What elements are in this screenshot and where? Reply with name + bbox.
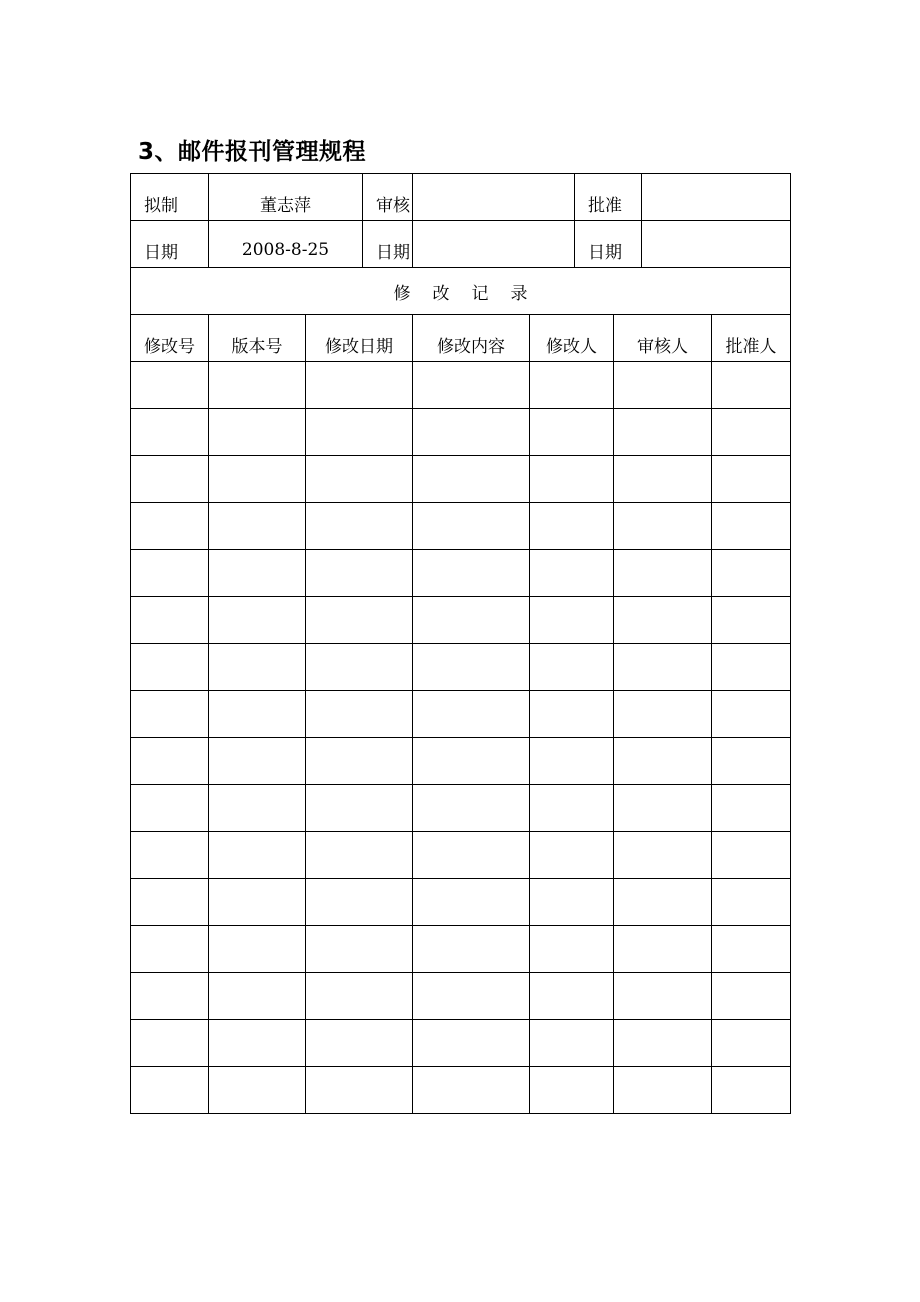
table-cell <box>413 644 530 691</box>
table-cell <box>413 926 530 973</box>
table-cell <box>131 691 209 738</box>
table-cell <box>712 926 791 973</box>
drafted-by-value: 董志萍 <box>209 174 363 221</box>
table-cell <box>306 1020 413 1067</box>
table-cell <box>614 1020 712 1067</box>
column-header: 修改人 <box>530 315 614 362</box>
column-header: 修改日期 <box>306 315 413 362</box>
table-cell <box>131 738 209 785</box>
table-cell <box>712 362 791 409</box>
table-cell <box>209 785 306 832</box>
table-cell <box>413 362 530 409</box>
table-cell <box>712 597 791 644</box>
drafted-label: 拟制 <box>131 174 209 221</box>
table-cell <box>131 550 209 597</box>
table-cell <box>306 879 413 926</box>
table-cell <box>306 597 413 644</box>
table-row <box>131 597 791 644</box>
table-cell <box>306 550 413 597</box>
table-cell <box>530 1067 614 1114</box>
table-cell <box>413 550 530 597</box>
table-cell <box>614 691 712 738</box>
table-cell <box>209 832 306 879</box>
table-row <box>131 879 791 926</box>
table-cell <box>712 738 791 785</box>
table-row <box>131 691 791 738</box>
table-cell <box>306 456 413 503</box>
table-cell <box>131 1067 209 1114</box>
table-cell <box>131 362 209 409</box>
table-cell <box>131 644 209 691</box>
column-header: 批准人 <box>712 315 791 362</box>
table-cell <box>530 973 614 1020</box>
table-cell <box>614 738 712 785</box>
revision-log-body <box>131 362 791 1114</box>
table-row <box>131 456 791 503</box>
table-cell <box>209 691 306 738</box>
table-cell <box>209 879 306 926</box>
table-cell <box>712 456 791 503</box>
table-cell <box>209 597 306 644</box>
table-cell <box>131 879 209 926</box>
table-cell <box>413 456 530 503</box>
table-row <box>131 973 791 1020</box>
table-cell <box>209 973 306 1020</box>
table-cell <box>131 597 209 644</box>
table-cell <box>712 879 791 926</box>
table-cell <box>614 503 712 550</box>
table-cell <box>530 738 614 785</box>
table-cell <box>306 785 413 832</box>
table-cell <box>530 644 614 691</box>
revision-header-row <box>131 315 791 362</box>
table-cell <box>712 1020 791 1067</box>
approved-date-label: 日期 <box>575 221 642 268</box>
table-cell <box>306 409 413 456</box>
approved-date-value <box>642 221 791 268</box>
table-cell <box>530 409 614 456</box>
table-cell <box>530 879 614 926</box>
column-header: 版本号 <box>209 315 306 362</box>
table-row <box>131 644 791 691</box>
table-cell <box>413 597 530 644</box>
table-cell <box>530 832 614 879</box>
table-cell <box>131 503 209 550</box>
table-cell <box>131 785 209 832</box>
table-cell <box>131 456 209 503</box>
reviewed-by-value <box>413 174 575 221</box>
table-cell <box>306 738 413 785</box>
table-cell <box>209 362 306 409</box>
table-cell <box>614 973 712 1020</box>
table-cell <box>712 785 791 832</box>
table-cell <box>413 1067 530 1114</box>
table-cell <box>209 644 306 691</box>
table-cell <box>131 409 209 456</box>
table-cell <box>530 550 614 597</box>
table-cell <box>413 1020 530 1067</box>
table-cell <box>712 691 791 738</box>
document-title: 3、邮件报刊管理规程 <box>138 139 367 165</box>
table-cell <box>712 644 791 691</box>
date-row <box>131 221 791 268</box>
table-cell <box>131 1020 209 1067</box>
table-cell <box>306 1067 413 1114</box>
table-row <box>131 1067 791 1114</box>
column-header: 修改号 <box>131 315 209 362</box>
table-row <box>131 785 791 832</box>
table-cell <box>614 409 712 456</box>
table-cell <box>614 644 712 691</box>
table-cell <box>530 926 614 973</box>
table-cell <box>614 362 712 409</box>
table-cell <box>131 973 209 1020</box>
table-cell <box>209 1020 306 1067</box>
table-cell <box>413 785 530 832</box>
table-cell <box>209 738 306 785</box>
table-cell <box>413 973 530 1020</box>
table-row <box>131 503 791 550</box>
table-cell <box>209 409 306 456</box>
table-row <box>131 926 791 973</box>
table-row <box>131 1020 791 1067</box>
table-cell <box>712 409 791 456</box>
table-cell <box>530 691 614 738</box>
table-cell <box>413 691 530 738</box>
table-cell <box>413 409 530 456</box>
approved-label: 批准 <box>575 174 642 221</box>
table-cell <box>209 456 306 503</box>
table-cell <box>131 832 209 879</box>
reviewed-label: 审核 <box>363 174 413 221</box>
table-row <box>131 409 791 456</box>
table-cell <box>306 362 413 409</box>
table-cell <box>413 503 530 550</box>
table-cell <box>306 973 413 1020</box>
revision-section-row <box>131 268 791 315</box>
column-header: 修改内容 <box>413 315 530 362</box>
table-cell <box>306 691 413 738</box>
table-cell <box>413 832 530 879</box>
approved-by-value <box>642 174 791 221</box>
table-cell <box>306 926 413 973</box>
table-cell <box>712 973 791 1020</box>
reviewed-date-label: 日期 <box>363 221 413 268</box>
table-cell <box>306 644 413 691</box>
table-cell <box>530 362 614 409</box>
table-cell <box>614 785 712 832</box>
table-cell <box>614 597 712 644</box>
table-row <box>131 362 791 409</box>
table-cell <box>209 550 306 597</box>
drafted-date-value: 2008-8-25 <box>209 221 363 268</box>
table-cell <box>712 550 791 597</box>
revision-section-title: 修改记录 <box>131 268 791 315</box>
table-cell <box>614 1067 712 1114</box>
reviewed-date-value <box>413 221 575 268</box>
drafted-date-label: 日期 <box>131 221 209 268</box>
table-cell <box>131 926 209 973</box>
table-cell <box>413 879 530 926</box>
table-cell <box>712 1067 791 1114</box>
table-cell <box>209 1067 306 1114</box>
table-cell <box>306 503 413 550</box>
table-cell <box>614 456 712 503</box>
table-cell <box>306 832 413 879</box>
approval-row <box>131 174 791 221</box>
table-cell <box>614 926 712 973</box>
table-cell <box>209 926 306 973</box>
table-cell <box>614 832 712 879</box>
table-cell <box>530 503 614 550</box>
table-cell <box>413 738 530 785</box>
table-row <box>131 550 791 597</box>
table-cell <box>530 456 614 503</box>
table-cell <box>530 785 614 832</box>
column-header: 审核人 <box>614 315 712 362</box>
approval-revision-table <box>130 173 791 1114</box>
table-row <box>131 738 791 785</box>
table-cell <box>712 832 791 879</box>
table-row <box>131 832 791 879</box>
table-cell <box>614 879 712 926</box>
table-cell <box>209 503 306 550</box>
table-cell <box>712 503 791 550</box>
table-cell <box>614 550 712 597</box>
table-cell <box>530 597 614 644</box>
table-cell <box>530 1020 614 1067</box>
